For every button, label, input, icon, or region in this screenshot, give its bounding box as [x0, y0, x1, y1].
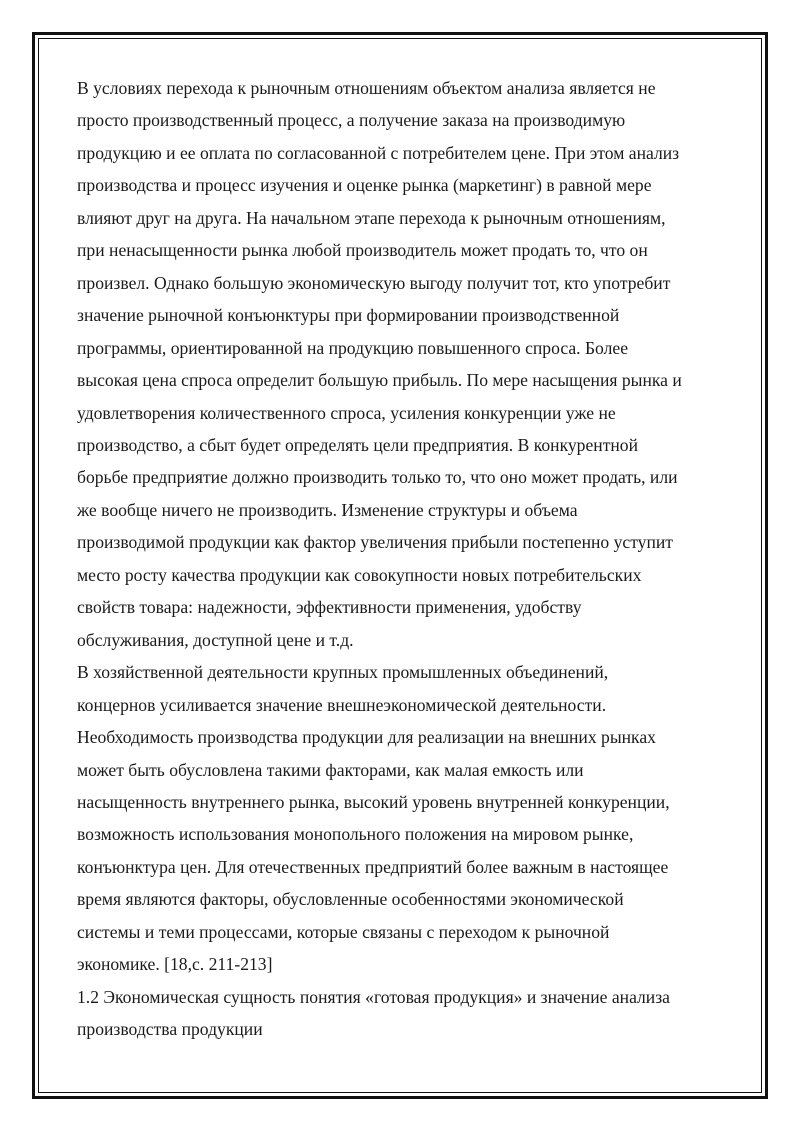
text-line: экономике. [18,с. 211-213]	[77, 954, 273, 975]
paragraph-1	[77, 72, 727, 656]
text-line: производства и процесс изучения и оценке рынка (маркетинг) в равной мере	[77, 175, 652, 196]
text-line: программы, ориентированной на продукцию повышенного спроса. Более	[77, 337, 629, 358]
text-line: борьбе предприятие должно производить только то, что оно может продать, или	[77, 467, 678, 488]
text-line: продукцию и ее оплата по согласованной с потребителем цене. При этом анализ	[77, 142, 680, 163]
text-line: время являются факторы, обусловленные особенностями экономической	[77, 889, 624, 910]
text-line: конъюнктура цен. Для отечественных предприятий более важным в настоящее	[77, 856, 669, 877]
text-line: удовлетворения количественного спроса, усиления конкуренции уже не	[77, 402, 616, 423]
text-line: влияют друг на друга. На начальном этапе перехода к рыночным отношениям,	[77, 207, 666, 228]
text-line: просто производственный процесс, а получение заказа на производимую	[77, 110, 626, 131]
text-line: свойств товара: надежности, эффективности применения, удобству	[77, 597, 582, 618]
paragraph-2	[77, 656, 727, 981]
text-line: концернов усиливается значение внешнеэкономической деятельности.	[77, 694, 607, 715]
text-line: системы и теми процессами, которые связаны с переходом к рыночной	[77, 921, 610, 942]
text-line: же вообще ничего не производить. Изменение структуры и объема	[77, 499, 578, 520]
text-line: производимой продукции как фактор увеличения прибыли постепенно уступит	[77, 532, 673, 553]
text-line: может быть обусловлена такими факторами, как малая емкость или	[77, 759, 584, 780]
text-line: при ненасыщенности рынка любой производитель может продать то, что он	[77, 240, 648, 261]
text-line: значение рыночной конъюнктуры при формировании производственной	[77, 305, 620, 326]
section-heading	[77, 981, 727, 1046]
text-line: Необходимость производства продукции для реализации на внешних рынках	[77, 727, 656, 748]
text-line: место росту качества продукции как совокупности новых потребительских	[77, 564, 642, 585]
text-line: насыщенность внутреннего рынка, высокий уровень внутренней конкуренции,	[77, 791, 670, 812]
text-line: производство, а сбыт будет определять цели предприятия. В конкурентной	[77, 434, 639, 455]
text-line: В хозяйственной деятельности крупных промышленных объединений,	[77, 662, 609, 683]
text-line: высокая цена спроса определит большую прибыль. По мере насыщения рынка и	[77, 370, 682, 391]
text-line: возможность использования монопольного положения на мировом рынке,	[77, 824, 634, 845]
document-body	[77, 72, 727, 1046]
text-line: произвел. Однако большую экономическую выгоду получит тот, кто употребит	[77, 272, 671, 293]
heading-line: производства продукции	[77, 1019, 263, 1040]
text-line: В условиях перехода к рыночным отношениям объектом анализа является не	[77, 78, 656, 98]
text-line: обслуживания, доступной цене и т.д.	[77, 629, 354, 650]
heading-line: 1.2 Экономическая сущность понятия «готовая продукция» и значение анализа	[77, 986, 670, 1007]
